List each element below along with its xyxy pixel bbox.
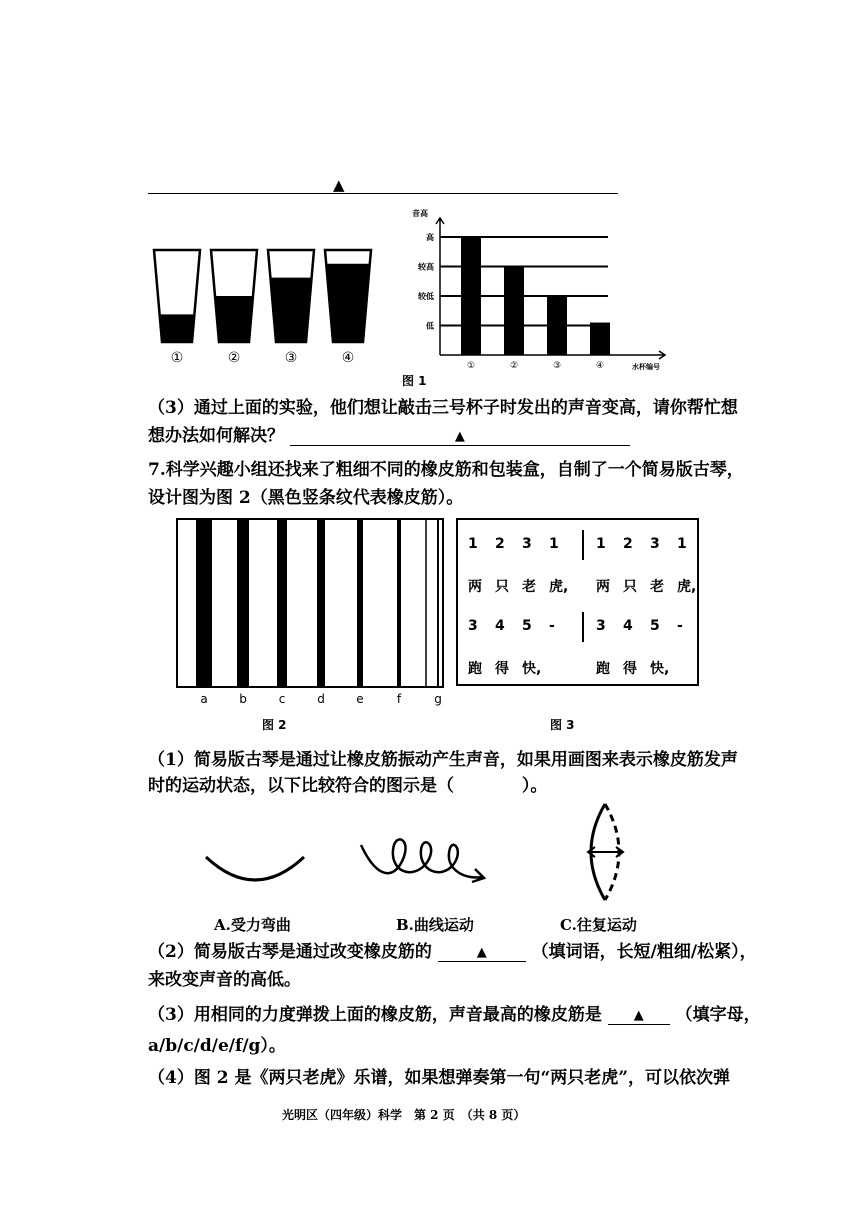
score-note: 虎, <box>549 579 569 595</box>
answer-marker: ▲ <box>633 1008 644 1023</box>
score-note: 1 <box>549 536 559 552</box>
option-a-label[interactable]: A.受力弯曲 <box>214 916 291 934</box>
score-note: 得 <box>495 661 509 677</box>
answer-marker: ▲ <box>454 429 465 444</box>
page-footer: 光明区（四年级）科学 第 2 页 （共 8 页） <box>282 1108 526 1122</box>
q7-line2: 设计图为图 2（黑色竖条纹代表橡皮筋）。 <box>148 488 464 508</box>
score-note: 老 <box>650 579 664 595</box>
string-label-c: c <box>278 692 286 706</box>
answer-marker-top: ▲ <box>333 176 345 194</box>
q6-3-line1: （3）通过上面的实验，他们想让敲击三号杯子时发出的声音变高，请你帮忙想 <box>148 398 738 418</box>
score-note: 跑 <box>596 661 610 677</box>
string-label-g: g <box>434 692 442 706</box>
answer-marker: ▲ <box>476 945 487 960</box>
score-note: 1 <box>468 536 478 552</box>
figure2-guqin <box>176 518 446 708</box>
q7-2-answer-blank[interactable] <box>438 945 526 962</box>
figure3-caption: 图 3 <box>550 718 575 732</box>
score-note: 两 <box>468 579 482 595</box>
option-b-label[interactable]: B.曲线运动 <box>396 916 474 934</box>
score-note: 快, <box>522 661 542 677</box>
option-c-label[interactable]: C.往复运动 <box>560 916 637 934</box>
q7-2-text-end: （填词语，长短/粗细/松紧）， <box>531 942 757 962</box>
q7-3-answer-blank[interactable] <box>608 1008 670 1025</box>
q7-1-line1: （1）简易版古琴是通过让橡皮筋振动产生声音，如果用画图来表示橡皮筋发声 <box>148 750 738 770</box>
q7-4-line1: （4）图 2 是《两只老虎》乐谱，如果想弹奏第一句“两只老虎”，可以依次弹 <box>148 1068 731 1088</box>
cup-label-3: ③ <box>284 350 298 366</box>
score-note: 只 <box>495 579 509 595</box>
cup-label-4: ④ <box>341 350 355 366</box>
option-a-curve <box>200 845 310 890</box>
score-note: 5 <box>650 618 660 634</box>
cup-label-1: ① <box>170 350 184 366</box>
cup-water-4 <box>326 264 370 342</box>
string-label-f: f <box>396 692 402 706</box>
score-note: 3 <box>522 536 532 552</box>
q7-2-text: （2）简易版古琴是通过改变橡皮筋的 <box>148 942 432 962</box>
q7-1-line2 <box>148 776 547 796</box>
bar-4 <box>590 323 610 355</box>
option-c-vibration <box>575 800 635 905</box>
score-note: - <box>677 618 683 634</box>
string-label-b: b <box>239 692 247 706</box>
y-level-label-4: 低 <box>426 321 434 331</box>
y-level-label-1: 高 <box>426 233 434 242</box>
cup-water-1 <box>160 314 195 342</box>
rubber-band-b <box>237 519 249 687</box>
string-label-a: a <box>200 692 208 706</box>
score-bar-line-1 <box>582 530 584 560</box>
score-note: 1 <box>596 536 606 552</box>
score-note: 1 <box>677 536 687 552</box>
x-label-3: ③ <box>552 361 562 371</box>
q7-1-text: 时的运动状态，以下比较符合的图示是（ <box>148 776 454 796</box>
rubber-band-d <box>317 519 325 687</box>
score-bar-line-2 <box>582 612 584 642</box>
q6-3-text: 想办法如何解决？ <box>148 426 284 446</box>
score-note: 2 <box>623 536 633 552</box>
q7-1-text-end: ）。 <box>521 776 548 796</box>
figure1-chart <box>400 203 680 378</box>
score-note: - <box>549 618 555 634</box>
rubber-band-f <box>397 519 401 687</box>
bar-2 <box>504 267 524 356</box>
answer-line-top <box>148 193 618 194</box>
score-note: 3 <box>596 618 606 634</box>
score-note: 3 <box>468 618 478 634</box>
q7-3-line1 <box>148 1005 761 1025</box>
q6-3-line2 <box>148 426 630 446</box>
figure3-score <box>456 518 699 686</box>
rubber-band-c <box>277 519 287 687</box>
x-label-4: ④ <box>595 361 605 371</box>
x-label-2: ② <box>509 361 519 371</box>
bar-1 <box>461 237 481 355</box>
cup-water-2 <box>215 296 253 342</box>
score-note: 老 <box>522 579 536 595</box>
q7-2-line2: 来改变声音的高低。 <box>148 970 301 990</box>
bar-3 <box>547 296 567 355</box>
figure1-cups <box>148 245 388 370</box>
score-note: 4 <box>623 618 633 634</box>
figure1-caption: 图 1 <box>402 374 427 388</box>
q7-2-line1 <box>148 942 757 962</box>
q7-3-text: （3）用相同的力度弹拨上面的橡皮筋，声音最高的橡皮筋是 <box>148 1005 602 1025</box>
q7-3-line2: a/b/c/d/e/f/g）。 <box>148 1036 286 1056</box>
score-note: 两 <box>596 579 610 595</box>
score-note: 快, <box>650 661 670 677</box>
cup-label-2: ② <box>227 350 241 366</box>
x-label-1: ① <box>466 361 476 371</box>
rubber-band-e <box>357 519 363 687</box>
rubber-band-g <box>437 519 439 687</box>
y-axis-title: 音高 <box>412 209 428 218</box>
string-label-d: d <box>317 692 325 706</box>
rubber-band-a <box>196 519 212 687</box>
score-note: 3 <box>650 536 660 552</box>
x-axis-title: 水杯编号 <box>632 363 660 371</box>
score-note: 得 <box>623 661 637 677</box>
string-label-e: e <box>356 692 364 706</box>
score-note: 4 <box>495 618 505 634</box>
y-level-label-3: 较低 <box>418 292 434 301</box>
option-b-curve <box>355 825 495 895</box>
q7-line1: 7.科学兴趣小组还找来了粗细不同的橡皮筋和包装盒，自制了一个简易版古琴， <box>148 460 744 480</box>
score-note: 虎, <box>677 579 697 595</box>
q7-3-text-end: （填字母， <box>675 1005 761 1025</box>
score-note: 2 <box>495 536 505 552</box>
figure2-caption: 图 2 <box>262 718 287 732</box>
score-note: 5 <box>522 618 532 634</box>
y-level-label-2: 较高 <box>418 262 434 272</box>
score-note: 跑 <box>468 661 482 677</box>
q6-3-answer-blank[interactable] <box>290 429 630 446</box>
cup-water-3 <box>270 278 311 342</box>
score-note: 只 <box>623 579 637 595</box>
